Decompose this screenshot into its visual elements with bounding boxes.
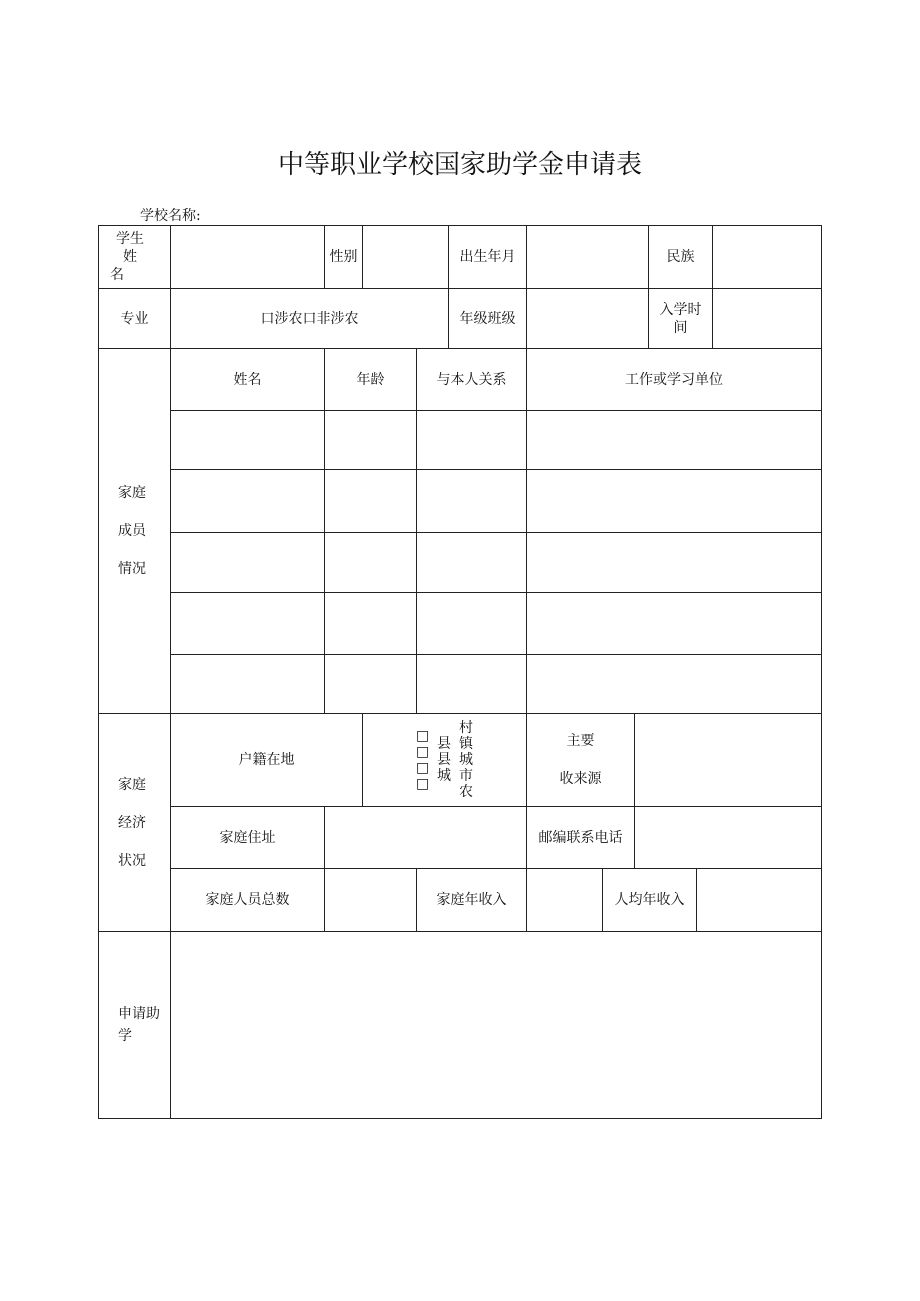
ethnicity-field[interactable] [713, 226, 821, 288]
page-title: 中等职业学校国家助学金申请表 [277, 150, 642, 180]
enrollment-date-field[interactable] [713, 289, 821, 348]
family-row[interactable] [171, 533, 821, 592]
family-annual-income-label: 家庭年收入 [436, 892, 507, 908]
family-economy-section-label: 家庭 经济 状况 [118, 776, 146, 869]
family-header-relation: 与本人关系 [436, 371, 507, 388]
apply-aid-label: 申请助 学 [118, 1006, 160, 1044]
enrollment-date-label: 入学时 间 [659, 301, 702, 336]
family-size-label: 家庭人员总数 [205, 892, 290, 908]
family-row[interactable] [171, 470, 821, 532]
student-name-field[interactable] [171, 226, 324, 288]
apply-aid-field[interactable] [171, 932, 821, 1118]
per-capita-income-field[interactable] [697, 869, 821, 931]
main-income-source-field[interactable] [635, 714, 821, 806]
grade-class-label: 年级班级 [459, 310, 516, 327]
hukou-type-options[interactable]: □ □ □ □ 县 县 城 村 镇 城 市 农 [416, 720, 473, 800]
major-label: 专业 [120, 310, 149, 327]
postal-phone-field[interactable] [635, 807, 821, 868]
hukou-location-label: 户籍在地 [238, 752, 295, 768]
family-row[interactable] [171, 411, 821, 469]
family-row[interactable] [171, 655, 821, 713]
checkbox-icon[interactable]: □ [416, 776, 430, 792]
birth-date-field[interactable] [527, 226, 648, 288]
ethnicity-label: 民族 [666, 249, 695, 265]
family-header-age: 年龄 [356, 371, 385, 388]
home-address-label: 家庭住址 [219, 829, 276, 846]
checkbox-icon[interactable]: □ [416, 760, 430, 776]
home-address-field[interactable] [325, 807, 526, 868]
family-annual-income-field[interactable] [527, 869, 602, 931]
family-header-workplace: 工作或学习单位 [625, 371, 723, 388]
postal-phone-label: 邮编联系电话 [538, 829, 623, 846]
student-name-label: 学生姓 名 [110, 231, 144, 283]
family-header-name: 姓名 [233, 371, 262, 388]
school-name-label: 学校名称: [140, 208, 201, 224]
birth-date-label: 出生年月 [459, 249, 516, 265]
family-size-field[interactable] [325, 869, 416, 931]
major-agriculture-option[interactable]: 口涉农口非涉农 [260, 310, 359, 327]
checkbox-icon[interactable]: □ [416, 728, 430, 744]
per-capita-income-label: 人均年收入 [614, 892, 685, 908]
main-income-source-label: 主要 收来源 [559, 733, 602, 787]
family-members-section-label: 家庭 成员 情况 [118, 485, 146, 577]
family-row[interactable] [171, 593, 821, 654]
grade-class-field[interactable] [527, 289, 648, 348]
gender-field[interactable] [363, 226, 448, 288]
gender-label: 性别 [329, 249, 358, 265]
checkbox-icon[interactable]: □ [416, 744, 430, 760]
